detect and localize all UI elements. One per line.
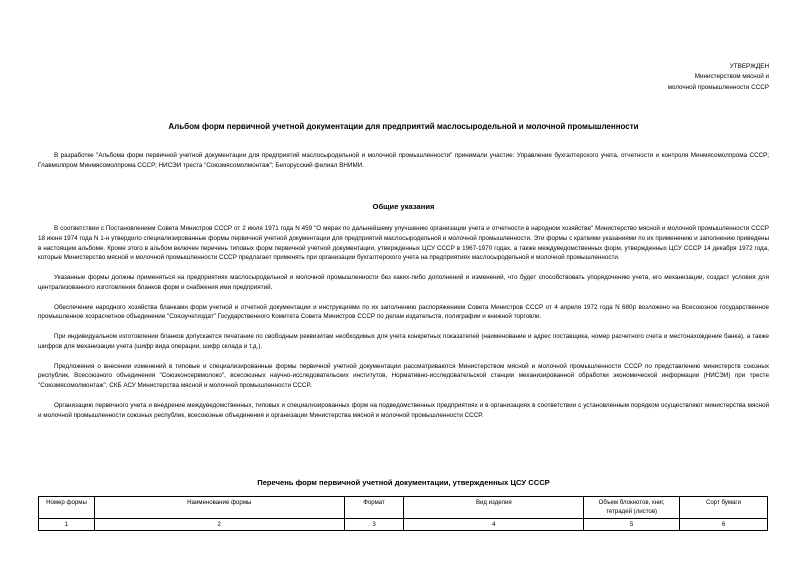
intro-block <box>38 151 769 171</box>
paragraph-5: Предложения о внесении изменений в типовые и специализированные формы первичной учетной документации рассматриваются Министерством мясной и молочной промышленности СССР по представлению министерств союзных республик, Всесоюзного объединения "Союзконсервмолоко", всесоюзных научно-исследовательских институтов, Нормативно-исследовательской станции механизированной обработки экономической информации (НИСЭИ) при тресте "Союзмясомолмонтаж", СКБ АСУ Министерства мясной и молочной промышленности СССР. <box>38 362 769 389</box>
header-volume: Объем блокнотов, книг, тетрадей (листов) <box>584 497 680 519</box>
column-number-cell: 2 <box>94 518 344 530</box>
general-instructions <box>38 224 769 430</box>
forms-list-title: Перечень форм первичной учетной документации, утвержденных ЦСУ СССР <box>257 478 550 487</box>
column-number-cell: 6 <box>680 518 768 530</box>
header-form-name: Наименование формы <box>94 497 344 519</box>
paragraph-4: При индивидуальном изготовлении бланков допускается печатание по свободным реквизитам необходимых для учета конкретных показателей (наименование и адрес поставщика, номер расчетного счета и местонахождение банка), а также шифров для механизации учета (шифр вида операции, шифр склада и т.д.). <box>38 333 769 350</box>
approval-stamp <box>668 62 769 93</box>
approval-line-2: Министерством мясной и <box>694 73 769 81</box>
table-header-row <box>39 497 768 519</box>
paragraph-1: В соответствии с Постановлением Совета Министров СССР от 2 июля 1971 года N 459 "О мерах по дальнейшему улучшению организации учета и отчетности в народном хозяйстве" Министерство мясной и молочной промышленности СССР 18 июня 1974 года N 1-н утвердило специализированные формы первичной учетной документации для предприятий маслосыродельной и молочной промышленности. Эти формы с краткими указаниями по их применению и заполнению приведены в настоящем альбоме. Кроме этого в альбом включен перечень типовых форм первичной учетной документации, утвержденных ЦСУ СССР в 1967-1970 годах, а также междуведомственных форм, утвержденных ЦСУ СССР 14 декабря 1972 года, которые Министерство мясной и молочной промышленности СССР предлагает применять при организации бухгалтерского учета на предприятиях маслосыродельной и молочной промышленности. <box>38 225 769 262</box>
table-row <box>39 518 768 530</box>
column-number-cell: 1 <box>39 518 95 530</box>
column-number-cell: 4 <box>404 518 584 530</box>
forms-table <box>38 496 768 531</box>
section-title: Общие указания <box>372 202 435 211</box>
column-number-cell: 3 <box>344 518 404 530</box>
header-form-number: Номер формы <box>39 497 95 519</box>
header-format: Формат <box>344 497 404 519</box>
document-title: Альбом форм первичной учетной документации для предприятий маслосыродельной и молочной промышленности <box>168 122 639 131</box>
paragraph-6: Организацию первичного учета и внедрение междуведомственных, типовых и специализированных форм на подведомственных предприятиях и в организациях в соответствии с установленным порядком осуществляют министерства мясной и молочной промышленности союзных республик, всесоюзные объединения и организации Министерства мясной и молочной промышленности СССР. <box>38 401 769 419</box>
approval-line-1: УТВЕРЖДЕН <box>729 63 769 70</box>
intro-paragraph: В разработке "Альбома форм первичной учетной документации для предприятий маслосыродельной и молочной промышленности" принимали участие: Управление бухгалтерского учета, отчетности и контроля Минмясомолпрома СССР; Главмолпром Минмясомолпрома СССР; НИСЭИ треста "Союзмясомолмонтаж"; Белорусский филиал ВНИМИ. <box>38 152 769 169</box>
header-paper-grade: Сорт бумаги <box>680 497 768 519</box>
header-product-type: Вид изделия <box>404 497 584 519</box>
approval-line-3: молочной промышленности СССР <box>667 83 769 91</box>
paragraph-2: Указанные формы должны применяться на предприятиях маслосыродельной и молочной промышленности без каких-либо дополнений и изменений, что будет способствовать упорядочению учета, его механизации, создаст условия для централизованного изготовления бланков форм и снабжения ими предприятий. <box>38 274 769 291</box>
paragraph-3: Обеспечение народного хозяйства бланками форм учетной и отчетной документации и инструкциями по их заполнению распоряжением Совета Министров СССР от 4 апреля 1972 года N 680р возложено на Всесоюзное государственное промышленное хозрасчетное объединение "Союзучетиздат" Государственного Комитета Совета Министров СССР по делам издательств, полиграфии и книжной торговли. <box>38 303 769 321</box>
column-number-cell: 5 <box>584 518 680 530</box>
